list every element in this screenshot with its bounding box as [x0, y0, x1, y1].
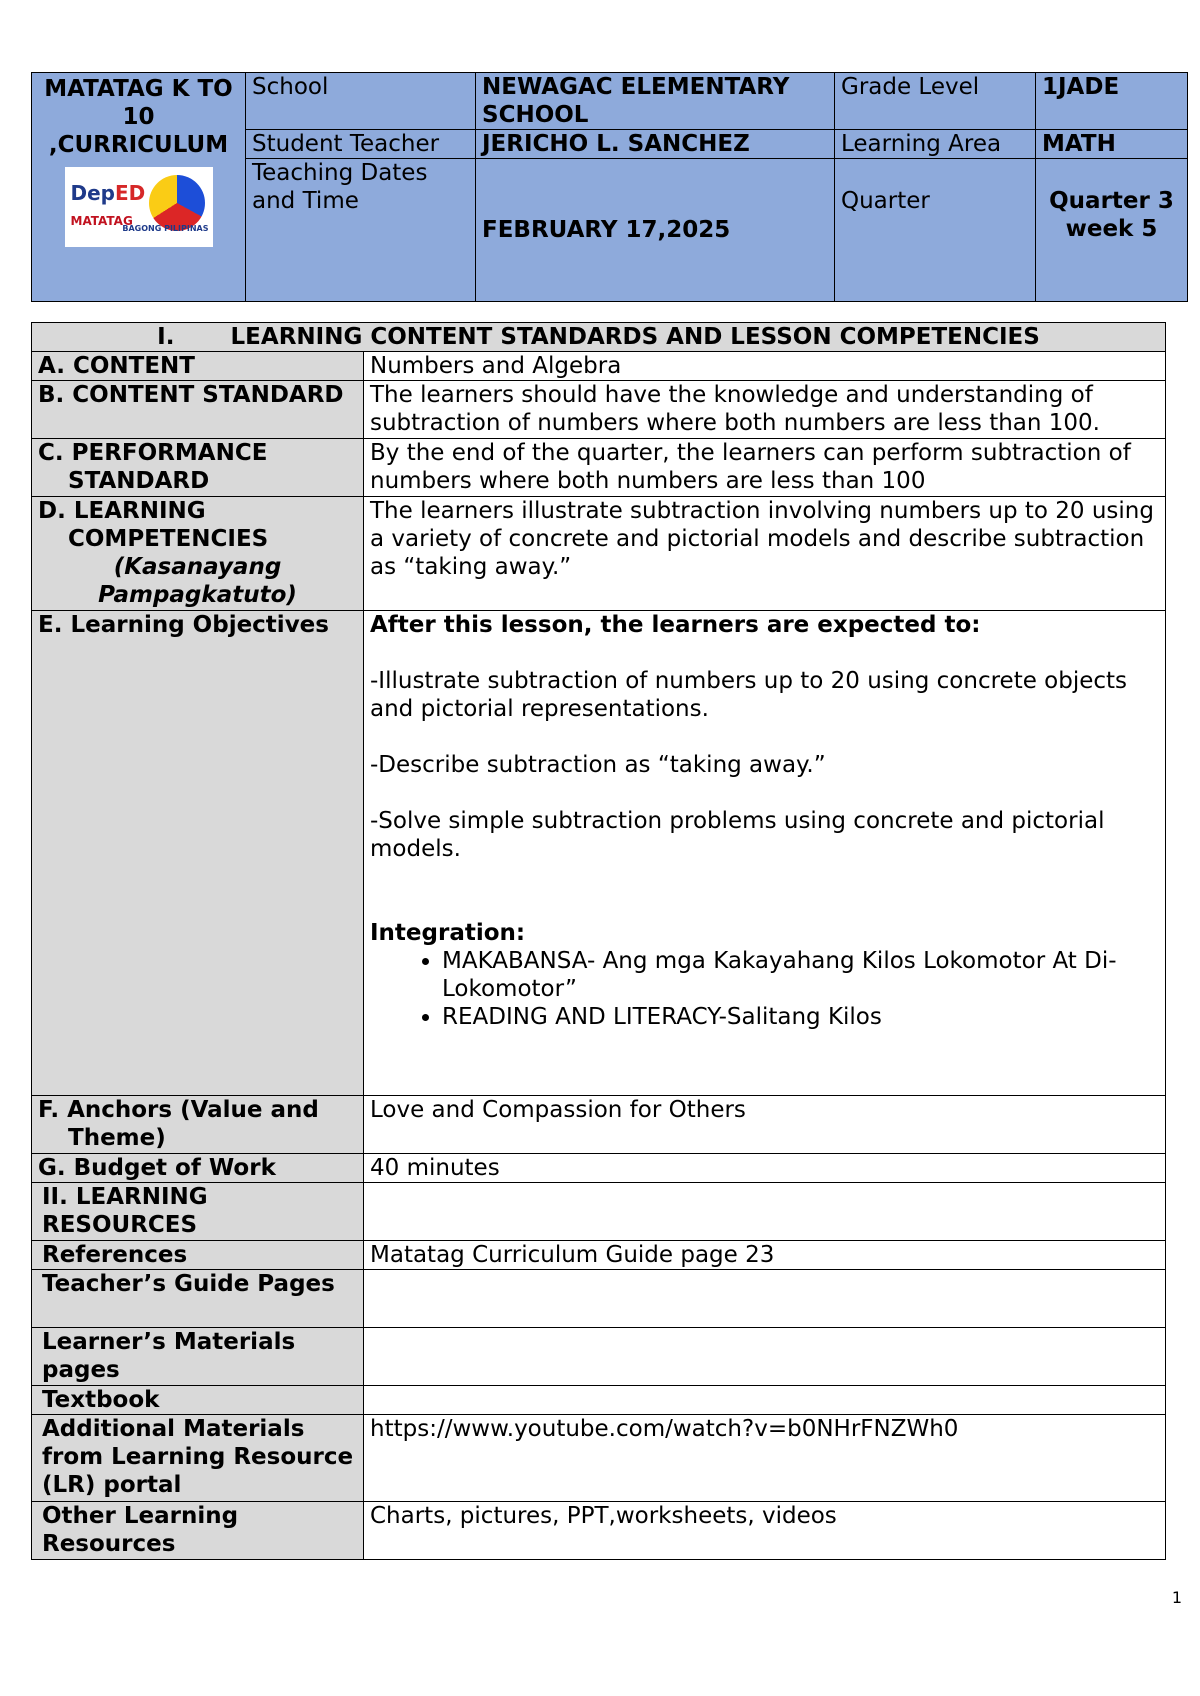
content-label: A. CONTENT — [32, 352, 364, 381]
teachers-guide-value — [364, 1270, 1166, 1328]
dates-label: Teaching Dates and Time — [246, 159, 476, 302]
integration-list — [370, 947, 1159, 1031]
quarter-label: Quarter — [835, 159, 1036, 302]
seal-caption: BAGONG PILIPINAS — [122, 224, 209, 233]
budget-label: G. Budget of Work — [32, 1154, 364, 1183]
competencies-sublabel: (Kasanayang Pampagkatuto) — [98, 554, 297, 608]
textbook-value — [364, 1386, 1166, 1415]
teacher-label: Student Teacher — [246, 130, 476, 159]
objective-item: -Describe subtraction as “taking away.” — [370, 752, 826, 778]
other-resources-value: Charts, pictures, PPT,worksheets, videos — [364, 1502, 1166, 1560]
page-number: 1 — [1171, 1588, 1182, 1607]
curriculum-cell — [32, 73, 246, 302]
grade-value: 1JADE — [1036, 73, 1188, 130]
matatag-wordmark: MATATAG — [70, 214, 133, 228]
objectives-intro: After this lesson, the learners are expected to: — [370, 612, 981, 638]
school-value: NEWAGAC ELEMENTARY SCHOOL — [476, 73, 835, 130]
resources-value — [364, 1183, 1166, 1241]
competencies-value: The learners illustrate subtraction involving numbers up to 20 using a variety of concrete and pictorial models and describe subtraction as “taking away.” — [364, 497, 1166, 611]
grade-label: Grade Level — [835, 73, 1036, 130]
resources-label: II. LEARNING RESOURCES — [32, 1183, 364, 1241]
section-1-title: LEARNING CONTENT STANDARDS AND LESSON COMPETENCIES — [230, 324, 1040, 350]
quarter-value: Quarter 3 week 5 — [1036, 159, 1188, 302]
objective-item: -Illustrate subtraction of numbers up to 20 using concrete objects and pictorial representations. — [370, 668, 1128, 722]
integration-label: Integration: — [370, 920, 526, 946]
objectives-label: E. Learning Objectives — [32, 611, 364, 1096]
school-label: School — [246, 73, 476, 130]
learners-materials-value — [364, 1328, 1166, 1386]
textbook-label: Textbook — [32, 1386, 364, 1415]
learners-materials-label: Learner’s Materials pages — [32, 1328, 364, 1386]
anchors-label: F. Anchors (Value and Theme) — [32, 1096, 364, 1154]
objectives-cell — [364, 611, 1166, 1096]
dates-value: FEBRUARY 17,2025 — [476, 159, 835, 302]
section-1-number: I. — [157, 324, 175, 350]
additional-materials-link[interactable]: https://www.youtube.com/watch?v=b0NHrFNZWh0 — [364, 1415, 1166, 1502]
teacher-value: JERICHO L. SANCHEZ — [476, 130, 835, 159]
content-value: Numbers and Algebra — [364, 352, 1166, 381]
competencies-label-cell — [32, 497, 364, 611]
curriculum-title: MATATAG K TO 10 ,CURRICULUM — [44, 76, 233, 158]
deped-logo — [65, 167, 213, 247]
integration-item: • READING AND LITERACY-Salitang Kilos — [442, 1003, 1159, 1031]
lesson-plan-table — [31, 322, 1166, 1560]
objective-item: -Solve simple subtraction problems using concrete and pictorial models. — [370, 808, 1105, 862]
integration-item: • MAKABANSA- Ang mga Kakayahang Kilos Lokomotor At Di-Lokomotor” — [442, 947, 1159, 1003]
area-label: Learning Area — [835, 130, 1036, 159]
area-value: MATH — [1036, 130, 1188, 159]
content-standard-value: The learners should have the knowledge and understanding of subtraction of numbers where both numbers are less than 100. — [364, 381, 1166, 439]
competencies-label: D. LEARNING COMPETENCIES — [38, 498, 269, 552]
anchors-value: Love and Compassion for Others — [364, 1096, 1166, 1154]
performance-standard-value: By the end of the quarter, the learners can perform subtraction of numbers where both numbers are less than 100 — [364, 439, 1166, 497]
deped-wordmark: DepED — [70, 181, 146, 205]
content-standard-label: B. CONTENT STANDARD — [32, 381, 364, 439]
section-1-heading — [32, 323, 1166, 352]
references-value: Matatag Curriculum Guide page 23 — [364, 1241, 1166, 1270]
other-resources-label: Other Learning Resources — [32, 1502, 364, 1560]
additional-materials-label: Additional Materials from Learning Resource (LR) portal — [32, 1415, 364, 1502]
teachers-guide-label: Teacher’s Guide Pages — [32, 1270, 364, 1328]
references-label: References — [32, 1241, 364, 1270]
performance-standard-label: C. PERFORMANCE STANDARD — [32, 439, 364, 497]
header-table — [31, 72, 1188, 302]
budget-value: 40 minutes — [364, 1154, 1166, 1183]
